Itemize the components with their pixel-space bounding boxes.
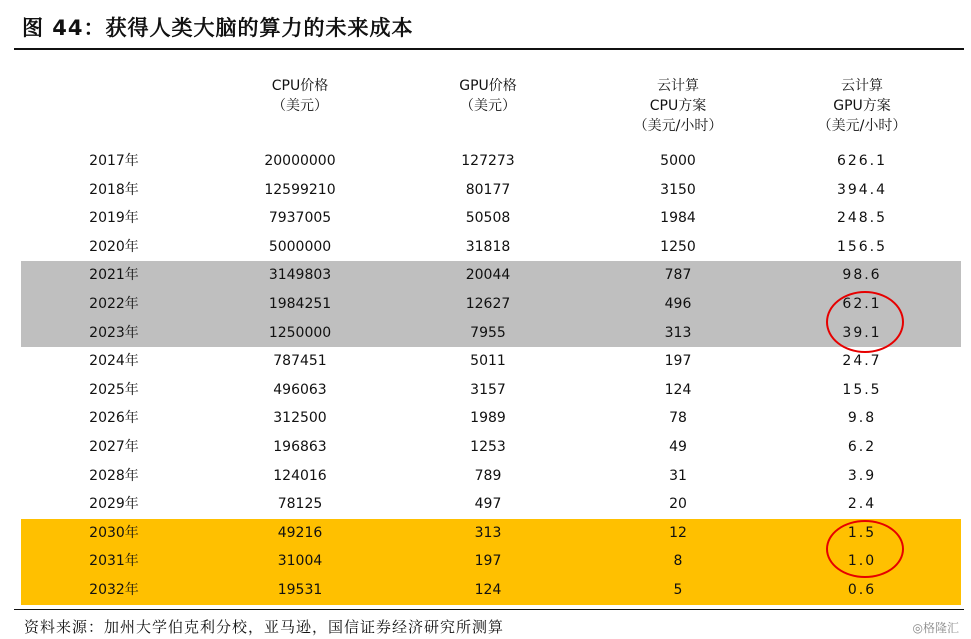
cell-cpu-price: 3149803 [268,267,332,284]
cell-cloud-gpu: 62.1 [842,295,882,312]
cell-cpu-price: 196863 [273,438,327,455]
cell-year: 2022年 [89,295,139,312]
cell-cloud-cpu: 496 [664,295,692,312]
cell-cloud-cpu: 8 [673,553,683,570]
cell-gpu-price: 20044 [465,267,511,284]
cell-cpu-price: 31004 [277,553,323,570]
cell-cloud-gpu: 3.9 [847,467,877,484]
cell-cloud-cpu: 197 [664,353,692,370]
cell-year: 2025年 [89,381,139,398]
table-row [0,233,971,262]
cell-gpu-price: 197 [474,553,502,570]
table-row [0,204,971,233]
cell-cpu-price: 19531 [277,581,323,598]
cell-cloud-gpu: 9.8 [847,410,877,427]
page-title: 图 44：获得人类大脑的算力的未来成本 [22,16,414,40]
cell-cloud-cpu: 1984 [660,210,696,227]
table-row [0,462,971,491]
data-table [0,147,971,605]
cell-cloud-gpu: 39.1 [842,324,882,341]
cell-gpu-price: 124 [474,581,502,598]
table-row [0,290,971,319]
cell-year: 2027年 [89,438,139,455]
cell-year: 2031年 [89,553,139,570]
top-rule [14,48,964,50]
cell-year: 2026年 [89,410,139,427]
cell-gpu-price: 31818 [465,238,511,255]
cell-cloud-gpu: 1.5 [847,524,877,541]
cell-cpu-price: 1250000 [268,324,332,341]
cell-gpu-price: 1253 [470,438,506,455]
cell-cloud-gpu: 626.1 [836,153,888,169]
cell-year: 2028年 [89,467,139,484]
cell-gpu-price: 5011 [470,353,506,370]
cell-cpu-price: 496063 [273,381,327,398]
header-cpu-price: CPU价格 （美元） [271,78,329,114]
header-cloud-gpu: 云计算 GPU方案 （美元/小时） [817,78,907,134]
cell-cpu-price: 20000000 [264,153,336,169]
cell-year: 2020年 [89,238,139,255]
cell-cpu-price: 124016 [273,467,327,484]
cell-cloud-gpu: 394.4 [836,181,888,198]
cell-gpu-price: 127273 [461,153,515,169]
table-row [0,490,971,519]
header-cloud-cpu: 云计算 CPU方案 （美元/小时） [633,78,723,134]
cell-cloud-cpu: 78 [669,410,687,427]
cell-cpu-price: 1984251 [268,295,332,312]
cell-year: 2017年 [89,153,139,169]
cell-cloud-cpu: 5 [673,581,683,598]
cell-gpu-price: 1989 [470,410,506,427]
cell-cloud-gpu: 2.4 [847,496,877,513]
cell-gpu-price: 7955 [470,324,506,341]
table-row [0,376,971,405]
cell-year: 2029年 [89,496,139,513]
table-row [0,176,971,205]
highlight-circle-2030-2031 [826,520,904,578]
cell-cloud-cpu: 787 [664,267,692,284]
table-row [0,147,971,176]
cell-cloud-gpu: 0.6 [847,581,877,598]
table-row [0,576,971,605]
cell-year: 2024年 [89,353,139,370]
cell-year: 2030年 [89,524,139,541]
watermark: ◎格隆汇 [912,621,959,635]
bottom-rule [14,609,964,610]
cell-cloud-cpu: 3150 [660,181,696,198]
cell-gpu-price: 497 [474,496,502,513]
table-row [0,519,971,548]
table-row [0,404,971,433]
cell-year: 2019年 [89,210,139,227]
cell-cpu-price: 787451 [273,353,327,370]
cell-gpu-price: 789 [474,467,502,484]
cell-cpu-price: 312500 [273,410,327,427]
cell-gpu-price: 50508 [465,210,511,227]
cell-gpu-price: 12627 [465,295,511,312]
cell-cpu-price: 12599210 [264,181,336,198]
cell-year: 2018年 [89,181,139,198]
cell-cloud-cpu: 124 [664,381,692,398]
cell-cloud-gpu: 15.5 [842,381,882,398]
cell-cloud-cpu: 20 [669,496,687,513]
table-row [0,433,971,462]
cell-cloud-gpu: 248.5 [836,210,888,227]
cell-cloud-gpu: 98.6 [842,267,882,284]
table-row [0,347,971,376]
cell-cpu-price: 7937005 [268,210,332,227]
cell-cloud-cpu: 31 [669,467,687,484]
cell-cpu-price: 78125 [277,496,323,513]
cell-cpu-price: 5000000 [268,238,332,255]
header-gpu-price: GPU价格 （美元） [459,78,517,114]
cell-year: 2021年 [89,267,139,284]
cell-cloud-cpu: 49 [669,438,687,455]
cell-cloud-gpu: 1.0 [847,553,877,570]
source-note: 资料来源：加州大学伯克利分校，亚马逊，国信证券经济研究所测算 [24,618,505,636]
cell-gpu-price: 80177 [465,181,511,198]
cell-cloud-gpu: 24.7 [842,353,882,370]
cell-gpu-price: 3157 [470,381,506,398]
highlight-circle-2022-2023 [826,291,904,353]
cell-cloud-cpu: 12 [669,524,687,541]
cell-gpu-price: 313 [474,524,502,541]
cell-cloud-gpu: 156.5 [836,238,888,255]
cell-cloud-cpu: 5000 [660,153,696,169]
cell-cloud-cpu: 313 [664,324,692,341]
table-row [0,261,971,290]
cell-cpu-price: 49216 [277,524,323,541]
cell-cloud-cpu: 1250 [660,238,696,255]
cell-year: 2032年 [89,581,139,598]
cell-year: 2023年 [89,324,139,341]
cell-cloud-gpu: 6.2 [847,438,877,455]
